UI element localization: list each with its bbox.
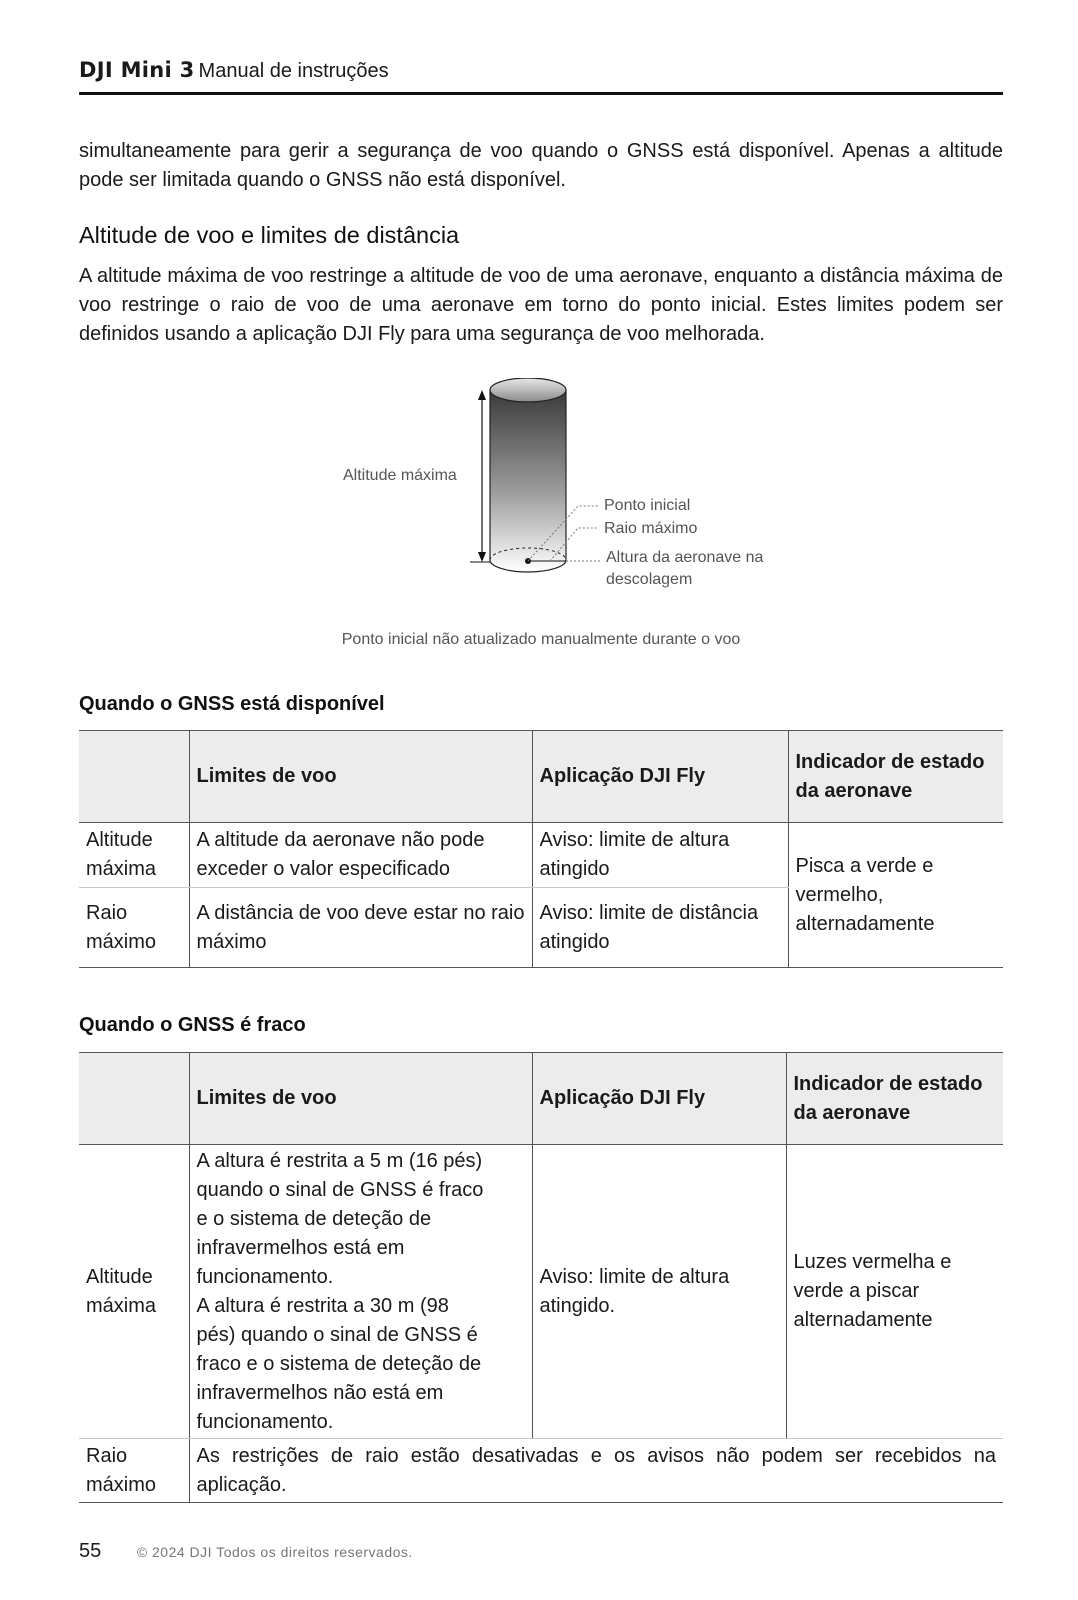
- header-cell: [79, 731, 189, 823]
- label-takeoff-1: Altura da aeronave na: [606, 549, 764, 566]
- document-title: Manual de instruções: [198, 60, 389, 82]
- table-row: [79, 1145, 1003, 1439]
- cell-app: Aviso: limite de altura atingido.: [532, 1145, 786, 1439]
- row-label: Raio máximo: [79, 1439, 189, 1503]
- page-number: 55: [79, 1540, 102, 1562]
- page-footer: [79, 1540, 413, 1563]
- label-max-radius: Raio máximo: [604, 520, 698, 537]
- row-label: Altitude máxima: [79, 823, 189, 888]
- cell-app: Aviso: limite de distância atingido: [532, 888, 788, 968]
- header-cell: Aplicação DJI Fly: [532, 1053, 786, 1145]
- header-cell: Limites de voo: [189, 731, 532, 823]
- arrow-head-bottom: [478, 552, 486, 562]
- figure-caption: Ponto inicial não atualizado manualmente durante o voo: [341, 631, 741, 648]
- cylinder-illustration: [340, 378, 820, 618]
- section-paragraph: A altitude máxima de voo restringe a altitude de voo de uma aeronave, enquanto a distância máxima de voo restringe o raio de voo de uma aeronave em torno do ponto inicial. Estes limites podem ser definidos usando a aplicação DJI Fly para uma segurança de voo melhorada.: [79, 265, 1003, 345]
- cylinder-body: [490, 390, 566, 572]
- header-cell: Indicador de estado da aeronave: [788, 731, 1003, 823]
- copyright: © 2024 DJI Todos os direitos reservados.: [136, 1544, 413, 1560]
- limit-text-1: A altura é restrita a 5 m (16 pés) quando o sinal de GNSS é fraco e o sistema de deteção de infravermelhos está em funcionamento.: [196, 1149, 484, 1288]
- limit-text-2: A altura é restrita a 30 m (98 pés) quando o sinal de GNSS é fraco e o sistema de deteção de infravermelhos não está em funcionamento.: [196, 1294, 482, 1433]
- cylinder-top: [490, 378, 566, 402]
- cell-app: Aviso: limite de altura atingido: [532, 823, 788, 888]
- header-cell: [79, 1053, 189, 1145]
- flight-limits-diagram: [340, 378, 820, 618]
- table-gnss-available: [79, 730, 1003, 968]
- cell-limits: [189, 1145, 532, 1439]
- table-header-row: [79, 1053, 1003, 1145]
- table-header-row: [79, 731, 1003, 823]
- header-cell: Aplicação DJI Fly: [532, 731, 788, 823]
- section-heading: Altitude de voo e limites de distância: [79, 222, 460, 248]
- arrow-head-top: [478, 390, 486, 400]
- intro-paragraph: simultaneamente para gerir a segurança de voo quando o GNSS está disponível. Apenas a altitude pode ser limitada quando o GNSS não está disponível.: [79, 140, 1003, 191]
- row-label: Altitude máxima: [79, 1145, 189, 1439]
- header-cell: Indicador de estado da aeronave: [786, 1053, 1003, 1145]
- cell-note: As restrições de raio estão desativadas e os avisos não podem ser recebidos na aplicação.: [189, 1439, 1003, 1503]
- product-name: DJI Mini 3: [79, 58, 195, 82]
- label-home-point: Ponto inicial: [604, 497, 691, 514]
- cell-indicator: Pisca a verde e vermelho, alternadamente: [788, 823, 1003, 968]
- table-title-gnss-available: Quando o GNSS está disponível: [79, 693, 385, 715]
- cell-indicator: Luzes vermelha e verde a piscar alternadamente: [786, 1145, 1003, 1439]
- page-header: [79, 58, 1003, 95]
- table-row: [79, 1439, 1003, 1503]
- label-takeoff-2: descolagem: [606, 571, 693, 588]
- table-row: [79, 823, 1003, 888]
- row-label: Raio máximo: [79, 888, 189, 968]
- cell-limits: A altitude da aeronave não pode exceder o valor especificado: [189, 823, 532, 888]
- label-max-altitude: Altitude máxima: [343, 467, 457, 484]
- cell-limits: A distância de voo deve estar no raio máximo: [189, 888, 532, 968]
- header-cell: Limites de voo: [189, 1053, 532, 1145]
- table-title-gnss-weak: Quando o GNSS é fraco: [79, 1014, 306, 1036]
- table-gnss-weak: [79, 1052, 1003, 1503]
